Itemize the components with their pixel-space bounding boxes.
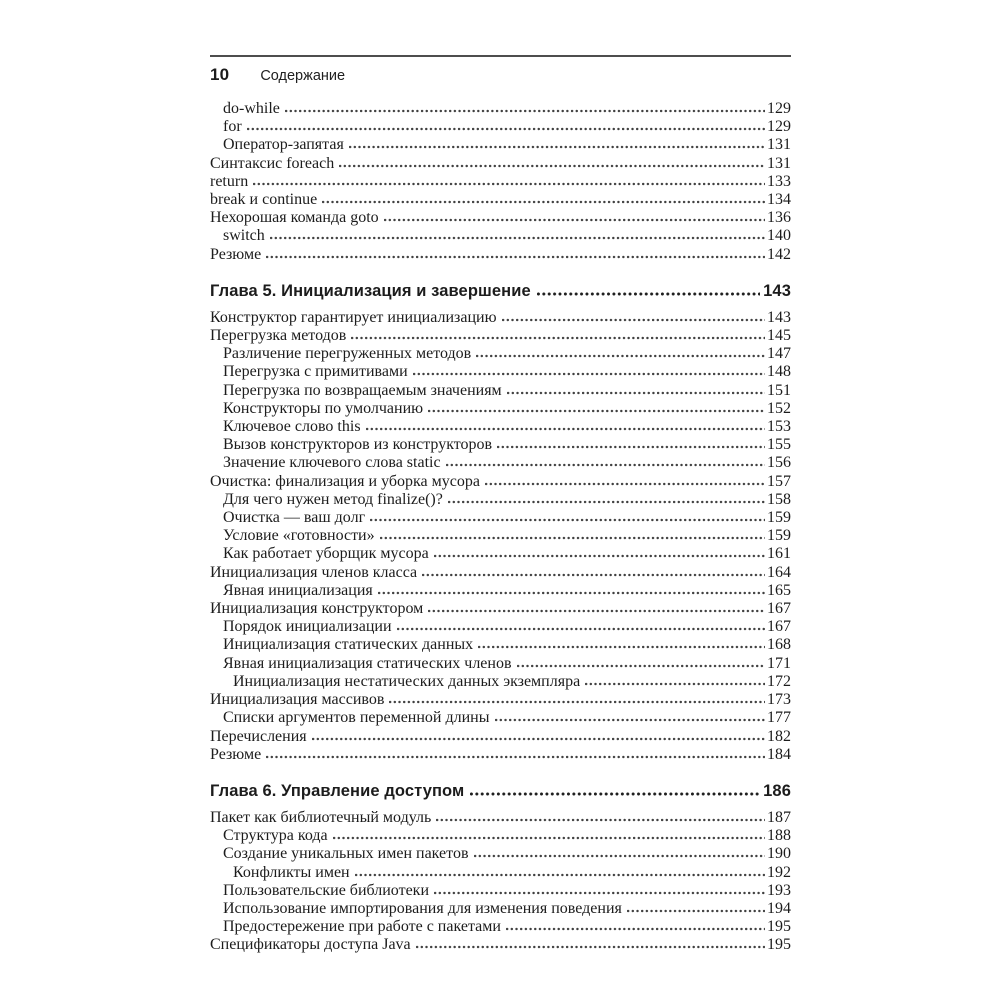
- toc-entry-title: Структура кода: [223, 827, 328, 845]
- toc-entry-row: [210, 454, 791, 472]
- dot-leader: [434, 891, 765, 895]
- toc-entry-page: 129: [767, 100, 791, 117]
- dot-leader: [476, 354, 765, 358]
- dot-leader: [506, 927, 765, 931]
- dot-leader: [585, 682, 765, 686]
- running-title: Содержание: [260, 68, 346, 84]
- dot-leader: [366, 427, 765, 431]
- toc-entry-row: [210, 918, 791, 936]
- toc-entry-title: Списки аргументов переменной длины: [223, 709, 490, 727]
- toc-entry-page: 171: [767, 654, 791, 672]
- toc-entry-page: 143: [763, 281, 791, 300]
- dot-leader: [502, 318, 765, 322]
- toc-entry-title: Создание уникальных имен пакетов: [223, 845, 469, 863]
- toc-entry-page: 161: [767, 545, 791, 563]
- toc-entry-page: 159: [767, 527, 791, 545]
- toc-entry-page: 151: [767, 381, 791, 399]
- toc-entry-page: 140: [767, 227, 791, 245]
- dot-leader: [448, 500, 765, 504]
- toc-entry-title: Перечисления: [210, 727, 307, 745]
- toc-entry-title: Явная инициализация: [223, 581, 373, 599]
- dot-leader: [627, 909, 765, 913]
- toc-entry-row: [210, 209, 791, 227]
- toc-entry-title: Инициализация массивов: [210, 691, 385, 709]
- toc-entry-title: Значение ключевого слова static: [223, 454, 441, 472]
- toc-entry-row: [210, 582, 791, 600]
- toc-entry-title: Вызов конструкторов из конструкторов: [223, 436, 493, 454]
- toc-entry-page: 186: [763, 781, 791, 800]
- toc-entry-title: Ключевое слово this: [223, 418, 361, 436]
- dot-leader: [384, 218, 765, 222]
- toc-entry-row: [210, 173, 791, 191]
- dot-leader: [397, 627, 765, 631]
- toc-entry-title: Конфликты имен: [233, 863, 350, 881]
- dot-leader: [416, 945, 765, 949]
- dot-leader: [497, 445, 765, 449]
- toc-entry-title: Для чего нужен метод finalize()?: [223, 490, 443, 508]
- toc-entry-page: 190: [767, 845, 791, 863]
- toc-entry-title: Спецификаторы доступа Java: [210, 936, 411, 954]
- toc-entry-row: [210, 618, 791, 636]
- dot-leader: [266, 755, 765, 759]
- toc-entry-title: Глава 5. Инициализация и завершение: [210, 281, 531, 300]
- toc-entry-page: 129: [767, 118, 791, 136]
- dot-leader: [428, 409, 765, 413]
- toc-entry-row: [210, 436, 791, 454]
- dot-leader: [389, 700, 765, 704]
- toc-entry-row: [210, 382, 791, 400]
- toc-entry-row: [210, 728, 791, 746]
- toc-entry-page: 192: [767, 863, 791, 881]
- dot-leader: [380, 536, 765, 540]
- toc-entry-row: [210, 709, 791, 727]
- toc-entry-row: [210, 246, 791, 264]
- toc-entry-page: 193: [767, 881, 791, 899]
- toc-entry-page: 159: [767, 509, 791, 527]
- dot-leader: [253, 182, 765, 186]
- toc-entry-row: [210, 155, 791, 173]
- dot-leader: [485, 482, 765, 486]
- toc-entry-title: Перегрузка методов: [210, 327, 347, 345]
- dot-leader: [285, 109, 765, 113]
- toc-entry-page: 156: [767, 454, 791, 472]
- toc-entry-page: 134: [767, 191, 791, 209]
- toc-entry-row: [210, 136, 791, 154]
- dot-leader: [266, 255, 765, 259]
- toc-entry-row: [210, 191, 791, 209]
- dot-leader: [333, 836, 765, 840]
- dot-leader: [422, 573, 765, 577]
- toc-entry-title: Порядок инициализации: [223, 618, 392, 636]
- dot-leader: [270, 236, 765, 240]
- toc-entry-page: 145: [767, 327, 791, 345]
- toc-entry-title: Конструкторы по умолчанию: [223, 399, 424, 417]
- dot-leader: [428, 609, 765, 613]
- toc-entry-title: Инициализация конструктором: [210, 600, 424, 618]
- toc-entry-row: [210, 227, 791, 245]
- toc-entry-row: [210, 746, 791, 764]
- toc-entry-title: Пользовательские библиотеки: [223, 881, 430, 899]
- dot-leader: [470, 792, 760, 796]
- toc-entry-title: for: [223, 118, 242, 136]
- toc-entry-page: 173: [767, 691, 791, 709]
- toc-entry-title: Использование импортирования для изменения поведения: [223, 899, 622, 917]
- toc-entry-page: 195: [767, 918, 791, 936]
- dot-leader: [446, 463, 765, 467]
- toc-entry-title: Условие «готовности»: [223, 527, 375, 545]
- toc-entry-title: Как работает уборщик мусора: [223, 545, 429, 563]
- toc-entry-page: 188: [767, 827, 791, 845]
- toc-entry-title: Инициализация статических данных: [223, 636, 474, 654]
- toc-entry-title: Явная инициализация статических членов: [223, 654, 512, 672]
- dot-leader: [370, 518, 765, 522]
- toc-entry-title: Резюме: [210, 745, 262, 763]
- toc-entry-page: 152: [767, 399, 791, 417]
- toc-entry-title: Инициализация членов класса: [210, 563, 418, 581]
- toc-entry-page: 131: [767, 154, 791, 172]
- toc-entry-row: [210, 564, 791, 582]
- toc-entry-title: Очистка: финализация и уборка мусора: [210, 472, 480, 490]
- toc-entry-page: 155: [767, 436, 791, 454]
- toc-entry-title: Различение перегруженных методов: [223, 345, 472, 363]
- toc-chapter-row: [210, 781, 791, 801]
- toc-entry-title: Пакет как библиотечный модуль: [210, 808, 432, 826]
- dot-leader: [413, 372, 765, 376]
- dot-leader: [339, 164, 765, 168]
- dot-leader: [349, 145, 765, 149]
- toc-entry-page: 167: [767, 600, 791, 618]
- dot-leader: [495, 718, 766, 722]
- toc-entry-row: [210, 345, 791, 363]
- toc-entry-page: 148: [767, 363, 791, 381]
- toc-entry-row: [210, 600, 791, 618]
- toc-entry-title: switch: [223, 227, 265, 245]
- page-number: 10: [210, 65, 230, 84]
- toc-entry-page: 157: [767, 472, 791, 490]
- toc-entry-title: break и continue: [210, 191, 318, 209]
- toc-entry-page: 153: [767, 418, 791, 436]
- toc-entry-page: 194: [767, 899, 791, 917]
- dot-leader: [247, 127, 765, 131]
- toc-entry-row: [210, 491, 791, 509]
- toc-entry-row: [210, 655, 791, 673]
- toc-entry-title: Глава 6. Управление доступом: [210, 781, 465, 800]
- toc-entry-page: 172: [767, 672, 791, 690]
- toc-entry-row: [210, 900, 791, 918]
- toc-entry-title: Синтаксис foreach: [210, 154, 335, 172]
- dot-leader: [355, 873, 765, 877]
- dot-leader: [322, 200, 765, 204]
- page-header: [210, 55, 791, 85]
- toc-entry-page: 182: [767, 727, 791, 745]
- toc-entry-page: 164: [767, 563, 791, 581]
- toc-entry-row: [210, 864, 791, 882]
- toc-entry-title: Очистка — ваш долг: [223, 509, 366, 527]
- toc-entry-row: [210, 809, 791, 827]
- toc-entry-row: [210, 473, 791, 491]
- dot-leader: [434, 554, 765, 558]
- toc-entry-title: Предостережение при работе с пакетами: [223, 918, 501, 936]
- toc-entry-row: [210, 882, 791, 900]
- toc-entry-row: [210, 400, 791, 418]
- toc-entry-page: 187: [767, 808, 791, 826]
- dot-leader: [474, 854, 766, 858]
- toc-entry-title: Инициализация нестатических данных экземпляра: [233, 672, 581, 690]
- toc-entry-page: 168: [767, 636, 791, 654]
- toc-entry-page: 147: [767, 345, 791, 363]
- toc-entry-title: Перегрузка с примитивами: [223, 363, 408, 381]
- dot-leader: [507, 391, 765, 395]
- toc-entry-page: 131: [767, 136, 791, 154]
- toc-entry-title: do-while: [223, 100, 280, 117]
- toc-entry-row: [210, 545, 791, 563]
- toc-entry-title: Резюме: [210, 245, 262, 263]
- toc-entry-row: [210, 418, 791, 436]
- toc-entry-page: 167: [767, 618, 791, 636]
- toc-entry-row: [210, 363, 791, 381]
- toc-entry-title: Перегрузка по возвращаемым значениям: [223, 381, 502, 399]
- toc-entry-row: [210, 845, 791, 863]
- page-content: [210, 55, 791, 955]
- toc-entry-page: 143: [767, 308, 791, 326]
- dot-leader: [312, 737, 765, 741]
- toc-entry-page: 158: [767, 490, 791, 508]
- toc-entry-row: [210, 827, 791, 845]
- toc-entry-row: [210, 673, 791, 691]
- toc-entry-title: Конструктор гарантирует инициализацию: [210, 308, 497, 326]
- dot-leader: [517, 664, 765, 668]
- toc-entry-title: Оператор-запятая: [223, 136, 344, 154]
- toc-entry-row: [210, 327, 791, 345]
- toc-entry-page: 195: [767, 936, 791, 954]
- toc-entry-page: 184: [767, 745, 791, 763]
- toc-entry-page: 177: [767, 709, 791, 727]
- dot-leader: [478, 645, 765, 649]
- toc-list: [210, 100, 791, 955]
- toc-entry-row: [210, 636, 791, 654]
- toc-entry-row: [210, 118, 791, 136]
- toc-entry-row: [210, 509, 791, 527]
- toc-entry-row: [210, 309, 791, 327]
- toc-entry-title: return: [210, 172, 249, 190]
- toc-chapter-row: [210, 281, 791, 301]
- toc-entry-row: [210, 691, 791, 709]
- toc-entry-page: 136: [767, 209, 791, 227]
- dot-leader: [378, 591, 765, 595]
- toc-entry-title: Нехорошая команда goto: [210, 209, 379, 227]
- toc-entry-page: 142: [767, 245, 791, 263]
- toc-entry-row: [210, 527, 791, 545]
- dot-leader: [537, 292, 760, 296]
- toc-entry-row: [210, 936, 791, 954]
- dot-leader: [436, 818, 765, 822]
- toc-entry-page: 133: [767, 172, 791, 190]
- toc-entry-row: [210, 100, 791, 118]
- dot-leader: [351, 336, 765, 340]
- toc-entry-page: 165: [767, 581, 791, 599]
